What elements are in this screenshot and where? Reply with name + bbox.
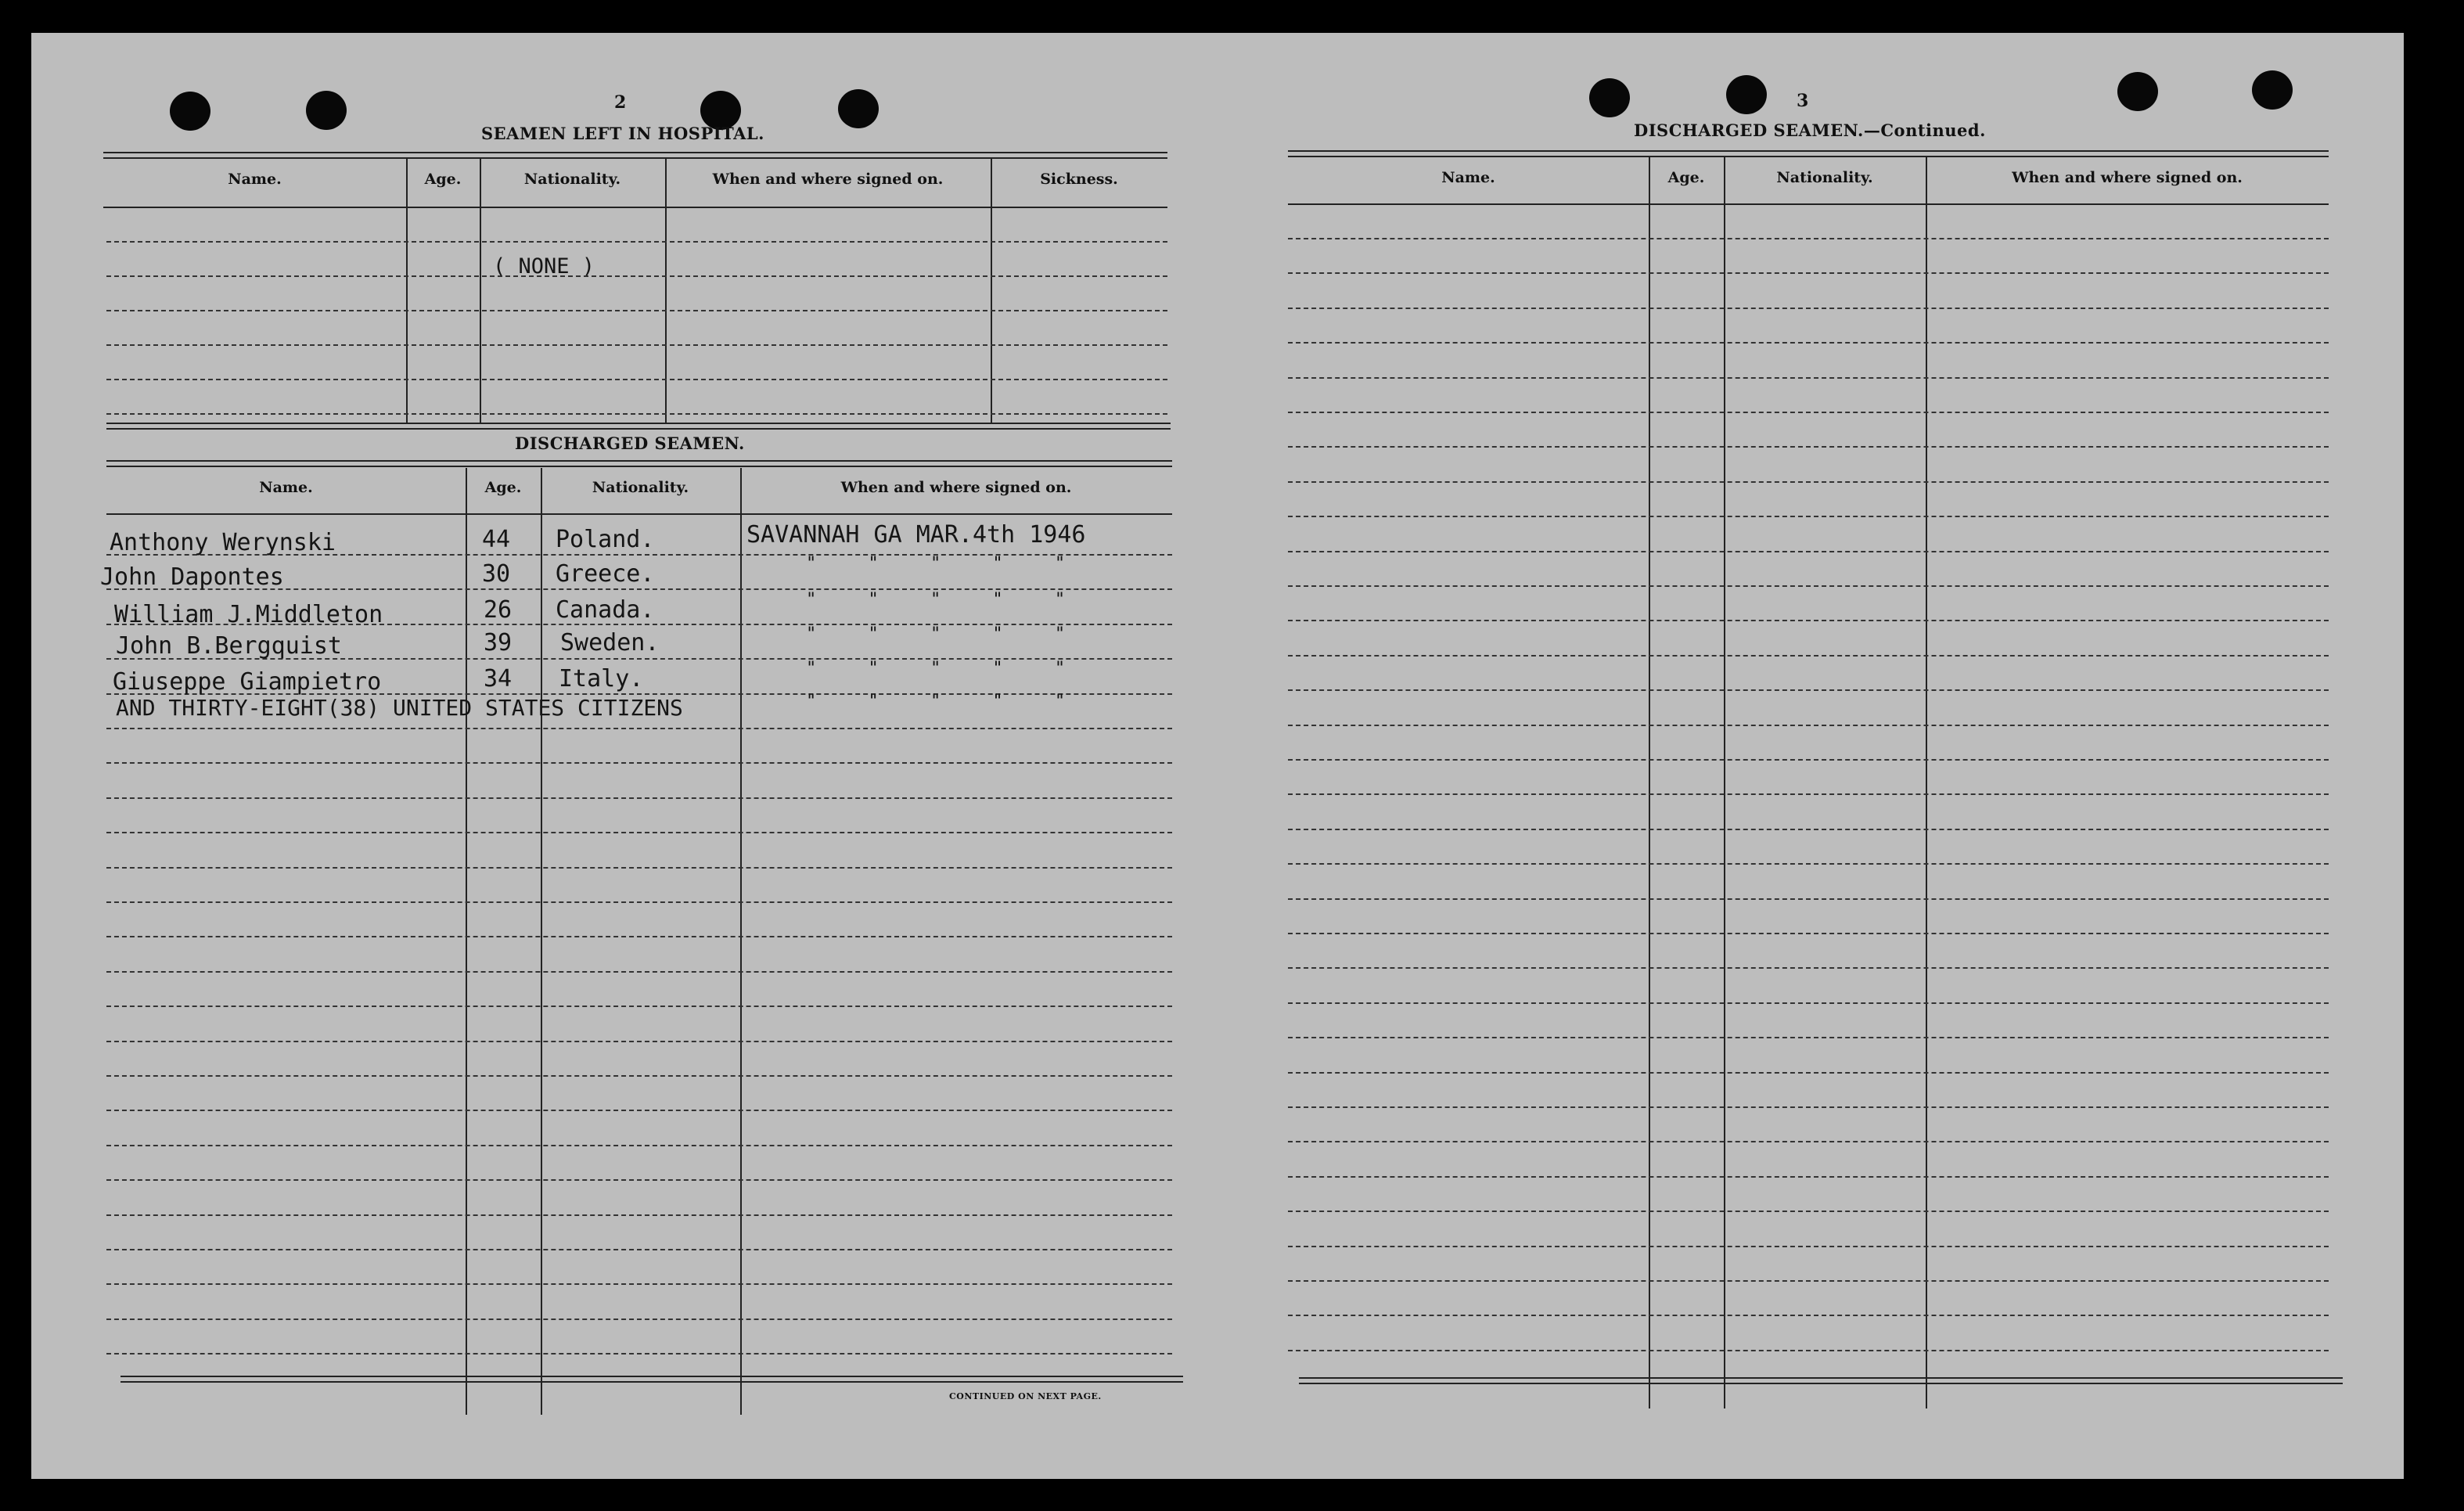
ruled-line [106,936,1172,937]
table-top-rule [1288,150,2329,157]
seaman-age: 39 [484,629,513,657]
ruled-line [1288,1315,2329,1316]
ruled-line [1288,1037,2329,1038]
table-bottom-rule [121,1376,1183,1383]
ruled-line [1288,759,2329,761]
header-rule [1288,203,2329,205]
ruled-line [106,1214,1172,1216]
signed-on: " " " " " [806,554,1066,574]
column-divider [480,158,481,424]
citizens-line: AND THIRTY-EIGHT(38) UNITED STATES CITIZENS [116,695,683,721]
column-header: Nationality. [1776,169,1873,186]
ruled-line [106,1353,1172,1355]
ruled-line [1288,933,2329,934]
seaman-name: Giuseppe Giampietro [113,668,382,696]
seaman-nationality: Italy. [559,665,644,693]
ruled-line [1288,1106,2329,1108]
ruled-line [106,241,1167,243]
ruled-line [1288,1280,2329,1282]
header-rule [106,513,1172,515]
column-header: Nationality. [523,171,621,188]
column-header: When and where signed on. [712,171,944,188]
ruled-line [1288,689,2329,691]
ruled-line [1288,516,2329,517]
ruled-line [1288,238,2329,239]
ruled-line [1288,1211,2329,1212]
column-divider [1724,156,1725,1408]
ruled-line [1288,655,2329,657]
left-page [31,33,1205,1479]
ruled-line [106,344,1167,346]
ruled-line [106,867,1172,869]
seaman-name: Anthony Werynski [110,529,336,556]
ruled-line [106,1179,1172,1181]
ruled-line [1288,620,2329,621]
ruled-line [106,762,1172,764]
ruled-line [1288,1141,2329,1142]
ruled-line [1288,863,2329,865]
ruled-line [106,379,1167,380]
column-header: Age. [424,171,462,188]
column-divider [1649,156,1650,1408]
ruled-line [1288,377,2329,379]
ruled-line [1288,481,2329,483]
page-number: 2 [614,92,627,113]
column-header: Age. [484,479,522,496]
document-sheet [31,33,2404,1479]
discharged-continued-title: DISCHARGED SEAMEN.—Continued. [1634,121,1986,140]
column-header: Age. [1667,169,1705,186]
signed-on: " " " " " [806,590,1066,610]
table-bottom-rule [106,423,1171,430]
ruled-line [1288,272,2329,274]
ruled-line [106,310,1167,311]
table-top-rule [106,460,1172,467]
ruled-line [106,1006,1172,1007]
seaman-nationality: Greece. [556,560,655,588]
ruled-line [1288,1176,2329,1178]
hospital-entry: ( NONE ) [493,254,595,279]
column-header: Name. [259,479,313,496]
signed-on: " " " " " [806,659,1066,678]
column-header: Nationality. [592,479,689,496]
ruled-line [1288,412,2329,413]
seaman-age: 44 [482,526,511,553]
signed-on: " " " " " [806,624,1066,644]
ruled-line [1288,1002,2329,1004]
seaman-name: John Dapontes [100,563,284,591]
column-header: Name. [228,171,282,188]
ruled-line [106,1075,1172,1077]
ruled-line [1288,342,2329,344]
ruled-line [106,1319,1172,1320]
column-divider [541,468,542,1415]
seaman-age: 26 [484,596,513,624]
header-rule [103,207,1167,208]
table-top-rule [103,152,1167,159]
seaman-age: 34 [484,665,513,693]
signed-on: " " " " " [806,692,1066,711]
ruled-line [1288,725,2329,726]
seaman-nationality: Sweden. [560,629,660,657]
column-divider [1926,156,1927,1408]
ruled-line [1288,1246,2329,1247]
column-header: When and where signed on. [2012,169,2243,186]
ruled-line [1288,1072,2329,1074]
column-header: Name. [1441,169,1495,186]
column-divider [665,158,667,424]
seaman-name: John B.Bergquist [116,632,342,660]
ruled-line [1288,551,2329,552]
ruled-line [106,1145,1172,1146]
ruled-line [106,1041,1172,1042]
discharged-section-title: DISCHARGED SEAMEN. [515,434,745,453]
ruled-line [106,1110,1172,1111]
signed-on: SAVANNAH GA MAR.4th 1946 [746,521,1086,549]
ruled-line [1288,585,2329,587]
seaman-name: William J.Middleton [114,601,383,628]
ruled-line [1288,967,2329,969]
ruled-line [106,728,1172,729]
ruled-line [1288,829,2329,830]
ruled-line [106,971,1172,973]
ruled-line [106,413,1167,415]
hospital-section-title: SEAMEN LEFT IN HOSPITAL. [481,124,764,143]
ruled-line [1288,1350,2329,1351]
seaman-age: 30 [482,560,511,588]
seaman-nationality: Canada. [556,596,655,624]
column-divider [991,158,992,424]
ruled-line [106,797,1172,799]
seaman-nationality: Poland. [556,526,655,553]
column-header: When and where signed on. [840,479,1072,496]
ruled-line [106,901,1172,903]
ruled-line [106,1249,1172,1250]
ruled-line [1288,308,2329,309]
ruled-line [106,1283,1172,1285]
continued-note: CONTINUED ON NEXT PAGE. [949,1391,1102,1401]
ruled-line [1288,898,2329,900]
column-header: Sickness. [1040,171,1118,188]
ruled-line [1288,793,2329,795]
right-page [1205,33,2404,1479]
column-divider [466,468,467,1415]
ruled-line [106,832,1172,833]
page-number: 3 [1797,91,1809,111]
table-bottom-rule [1299,1377,2343,1384]
ruled-line [1288,446,2329,448]
ruled-line [106,275,1167,277]
column-divider [406,158,408,424]
column-divider [740,468,742,1415]
